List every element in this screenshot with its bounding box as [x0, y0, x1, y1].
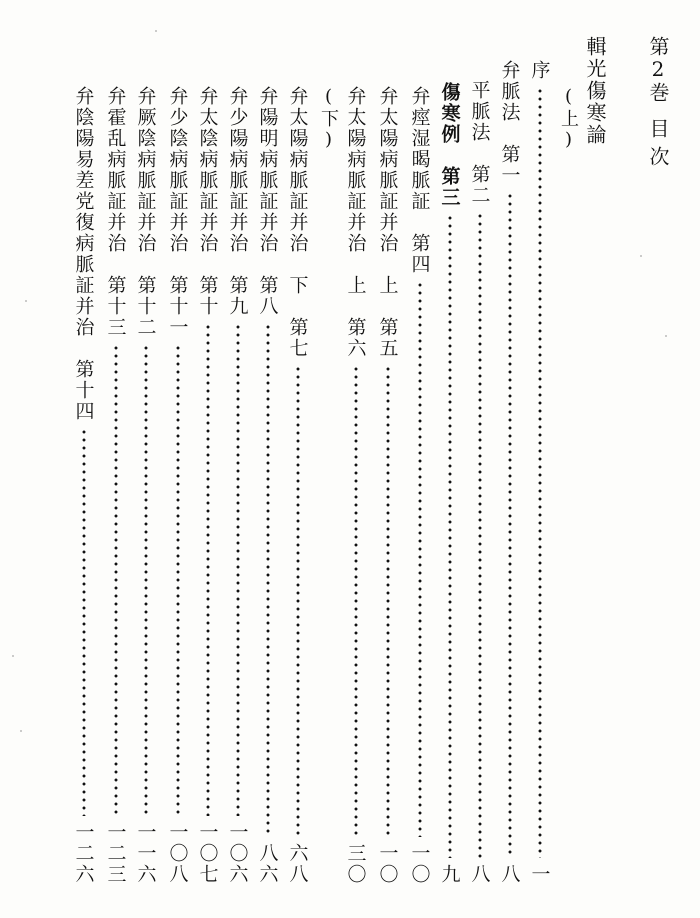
toc-entry-page: 六八 [286, 843, 309, 885]
toc-entry-page: 三〇 [344, 843, 367, 885]
dot-leader [236, 323, 240, 816]
dot-leader [82, 428, 86, 816]
toc-entry-page: 八六 [256, 843, 279, 885]
toc-section-lower [316, 86, 340, 152]
dot-leader [354, 365, 358, 837]
toc-entry-page: 一〇八 [166, 822, 189, 885]
toc-entry[interactable] [226, 86, 250, 885]
toc-entry-title: 弁脈法 第一 [498, 60, 521, 186]
toc-entry[interactable] [104, 86, 128, 885]
dot-leader [176, 344, 180, 816]
dot-leader [478, 212, 482, 858]
toc-entry-page: 八 [498, 864, 521, 885]
toc-entry-page: 九 [438, 864, 461, 885]
dot-leader [448, 214, 452, 858]
dot-leader [144, 344, 148, 816]
toc-entry-page: 一一六 [134, 822, 157, 885]
toc-entry-title: 平脈法 第二 [468, 80, 491, 206]
toc-entry[interactable] [528, 60, 552, 885]
dot-leader [206, 323, 210, 816]
toc-entry-title: 傷寒例 第三 [438, 82, 461, 208]
toc-entry-title: 弁少陰病脈証并治 第十一 [166, 86, 189, 338]
toc-entry-page: 八 [468, 864, 491, 885]
toc-entry[interactable] [196, 86, 220, 885]
toc-section-label: (上) [558, 86, 579, 152]
scan-speck [20, 730, 22, 732]
dot-leader [266, 323, 270, 837]
toc-entry[interactable] [438, 82, 462, 885]
toc-entry-page: 一〇六 [226, 822, 249, 885]
toc-entry[interactable] [408, 86, 432, 885]
scan-speck [640, 255, 642, 257]
contents-label: 目次 [646, 118, 670, 174]
dot-leader [418, 281, 422, 837]
dot-leader [508, 192, 512, 858]
dot-leader [296, 365, 300, 837]
toc-entry-title: 弁太陰病脈証并治 第十 [196, 86, 219, 317]
toc-entry-page: 一〇 [408, 843, 431, 885]
dot-leader [538, 87, 542, 858]
toc-entry[interactable] [468, 80, 492, 885]
scan-speck [665, 335, 667, 337]
toc-section-label: (下) [318, 86, 339, 152]
toc-entry[interactable] [376, 86, 400, 885]
toc-entry-title: 弁陽明病脈証并治 第八 [256, 86, 279, 317]
toc-entry[interactable] [72, 86, 96, 885]
toc-entry-title: 弁太陽病脈証并治 上 第五 [376, 86, 399, 359]
toc-entry[interactable] [256, 86, 280, 885]
toc-entry-title: 弁太陽病脈証并治 上 第六 [344, 86, 367, 359]
scan-speck [25, 300, 27, 302]
toc-entry[interactable] [134, 86, 158, 885]
toc-entry-title: 弁少陽病脈証并治 第九 [226, 86, 249, 317]
toc-entry-title: 弁痙湿暍脈証 第四 [408, 86, 431, 275]
toc-entry-title: 弁霍乱病脈証并治 第十三 [104, 86, 127, 338]
toc-entry[interactable] [286, 86, 310, 885]
toc-entry-title: 弁厥陰病脈証并治 第十二 [134, 86, 157, 338]
toc-section-upper [556, 86, 580, 152]
toc-entry-title: 弁陰陽易差党復病脈証并治 第十四 [72, 86, 95, 422]
toc-entry-page: 一 [528, 864, 551, 885]
toc-entry-title: 弁太陽病脈証并治 下 第七 [286, 86, 309, 359]
dot-leader [114, 344, 118, 816]
toc-entry[interactable] [166, 86, 190, 885]
scan-speck [12, 655, 14, 657]
toc-entry-title: 序 [528, 60, 551, 81]
toc-entry-page: 一二三 [104, 822, 127, 885]
dot-leader [386, 365, 390, 837]
book-title: 輯光傷寒論 [583, 36, 607, 146]
scan-speck [155, 30, 157, 32]
toc-entry[interactable] [344, 86, 368, 885]
toc-entry-page: 一〇 [376, 843, 399, 885]
toc-entry-page: 一二六 [72, 822, 95, 885]
volume-label: 第2巻 [646, 36, 670, 103]
toc-entry[interactable] [498, 60, 522, 885]
toc-entry-page: 一〇七 [196, 822, 219, 885]
